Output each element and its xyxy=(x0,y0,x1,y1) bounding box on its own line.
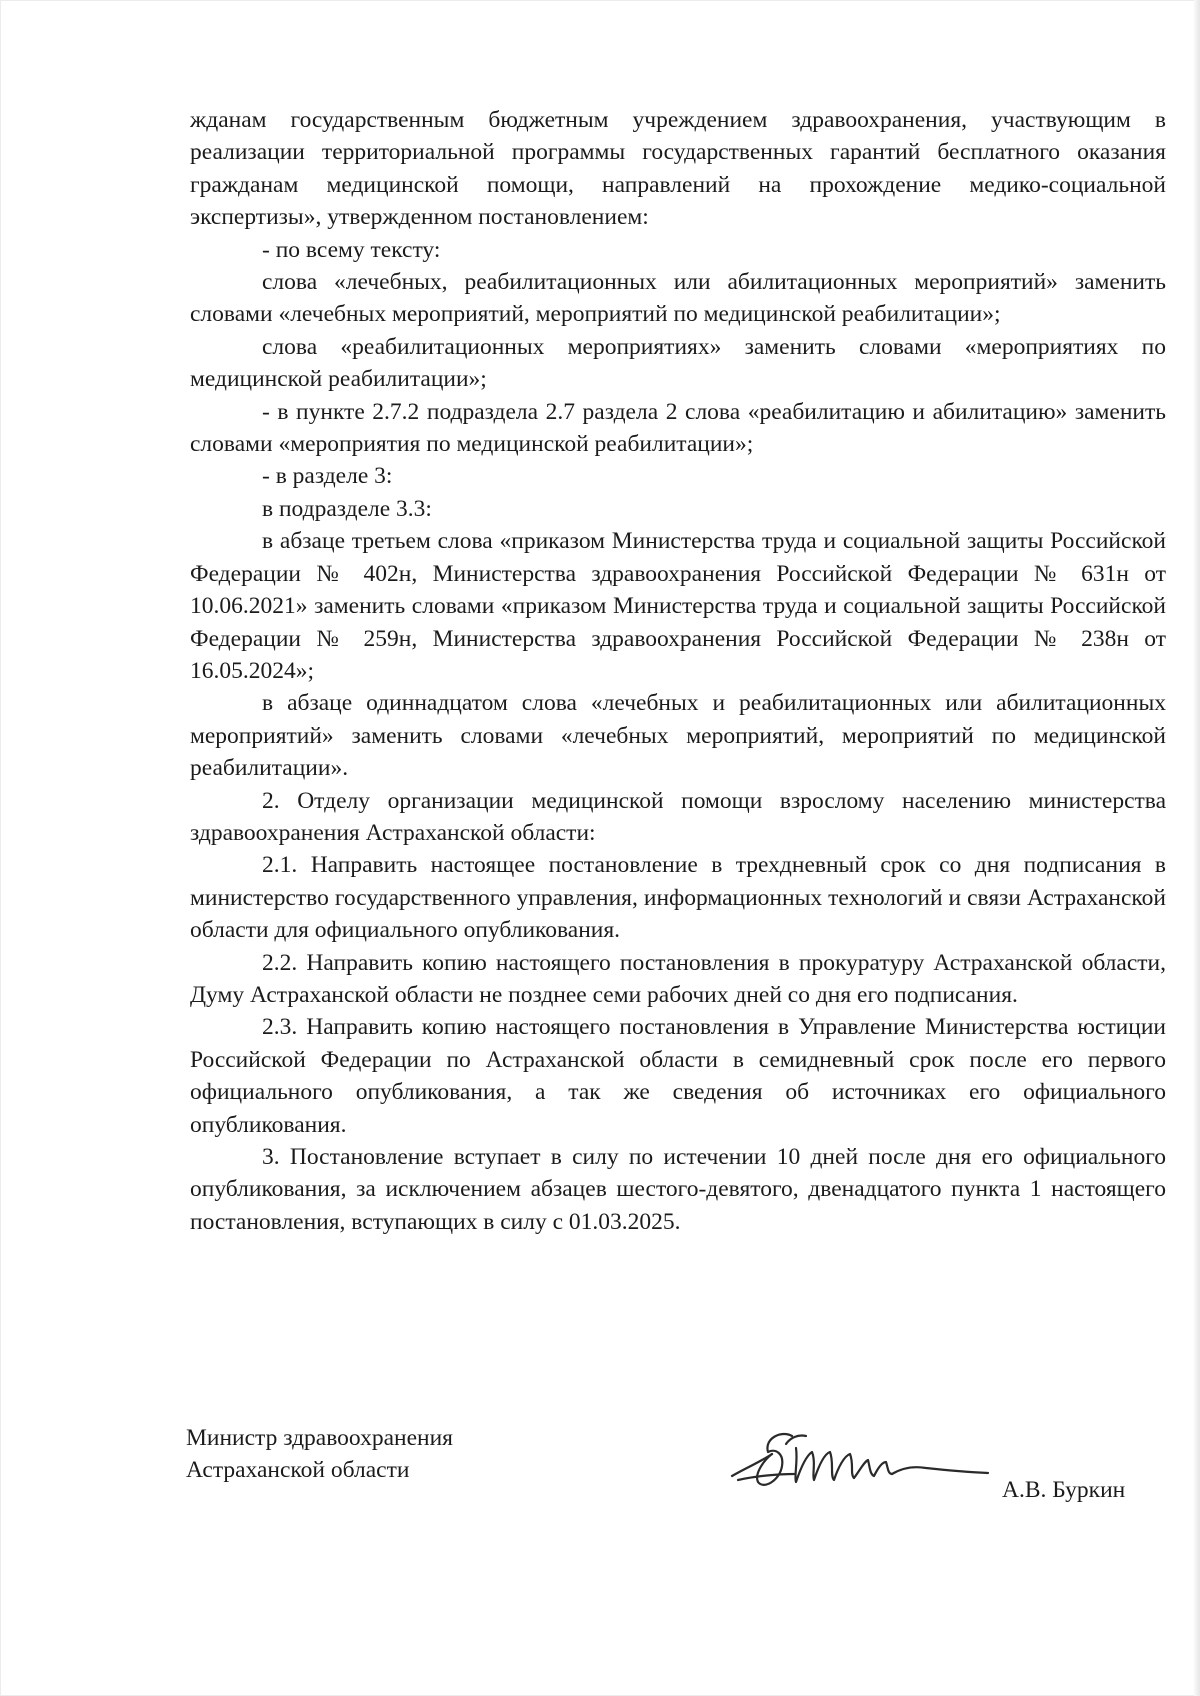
signer-position xyxy=(186,1422,453,1486)
paragraph-7: в подразделе 3.3: xyxy=(262,495,432,522)
signer-position-line-2: Астраханской области xyxy=(186,1457,410,1483)
paragraph-5: - в пункте 2.7.2 подраздела 2.7 раздела 2 слова «реабилитацию и абилитацию» заменить словами «мероприятия по медицинской реабилитации»; xyxy=(190,398,1166,458)
signature-block xyxy=(186,1422,1176,1532)
paragraph-3: слова «лечебных, реабилитационных или абилитационных мероприятий» заменить словами «лечебных мероприятий, мероприятий по медицинской реабилитации»; xyxy=(190,269,1166,328)
document-body xyxy=(190,104,1166,1238)
paragraph-8: в абзаце третьем слова «приказом Министерства труда и социальной защиты Российской Федерации № 402н, Министерства здравоохранения Российской Федерации № 631н от 10.06.2021» заменить словами «приказом Министерства труда и социальной защиты Российской Федерации № 259н, Министерства здравоохранения Российской Федерации № 238н от 16.05.2024»; xyxy=(190,528,1166,684)
paragraph-9: в абзаце одиннадцатом слова «лечебных и реабилитационных или абилитационных мероприятий» заменить словами «лечебных мероприятий, мероприятий по медицинской реабилитации». xyxy=(190,690,1166,782)
paragraph-1: жданам государственным бюджетным учреждением здравоохранения, участвующим в реализации территориальной программы государственных гарантий бесплатного оказания гражданам медицинской помощи, направлений на прохождение медико-социальной экспертизы», утвержденном постановлением: xyxy=(190,107,1166,231)
paragraph-12: 2.2. Направить копию настоящего постановления в прокуратуру Астраханской области, Думу Астраханской области не позднее семи рабочих дней со дня его подписания. xyxy=(190,949,1166,1008)
page-edge xyxy=(1194,0,1200,1696)
signer-position-line-1: Министр здравоохранения xyxy=(186,1425,453,1451)
signer-name: А.В. Буркин xyxy=(1002,1477,1126,1503)
paragraph-14: 3. Постановление вступает в силу по истечении 10 дней после дня его официального опубликования, за исключением абзацев шестого-девятого, двенадцатого пункта 1 настоящего постановления, вступающих в силу с 01.03.2025. xyxy=(190,1144,1166,1235)
paragraph-13: 2.3. Направить копию настоящего постановления в Управление Министерства юстиции Российской Федерации по Астраханской области в семидневный срок после его первого официального опубликования, а так же сведения об источниках его официального опубликования. xyxy=(190,1014,1166,1138)
paragraph-6: - в разделе 3: xyxy=(262,463,393,490)
paragraph-11: 2.1. Направить настоящее постановление в трехдневный срок со дня подписания в министерство государственного управления, информационных технологий и связи Астраханской области для официального опубликования. xyxy=(190,852,1166,944)
paragraph-2: - по всему тексту: xyxy=(262,236,441,263)
handwritten-signature xyxy=(726,1418,996,1498)
paragraph-10: 2. Отделу организации медицинской помощи взрослому населению министерства здравоохранения Астраханской области: xyxy=(190,787,1166,846)
paragraph-4: слова «реабилитационных мероприятиях» заменить словами «мероприятиях по медицинской реабилитации»; xyxy=(190,333,1166,393)
